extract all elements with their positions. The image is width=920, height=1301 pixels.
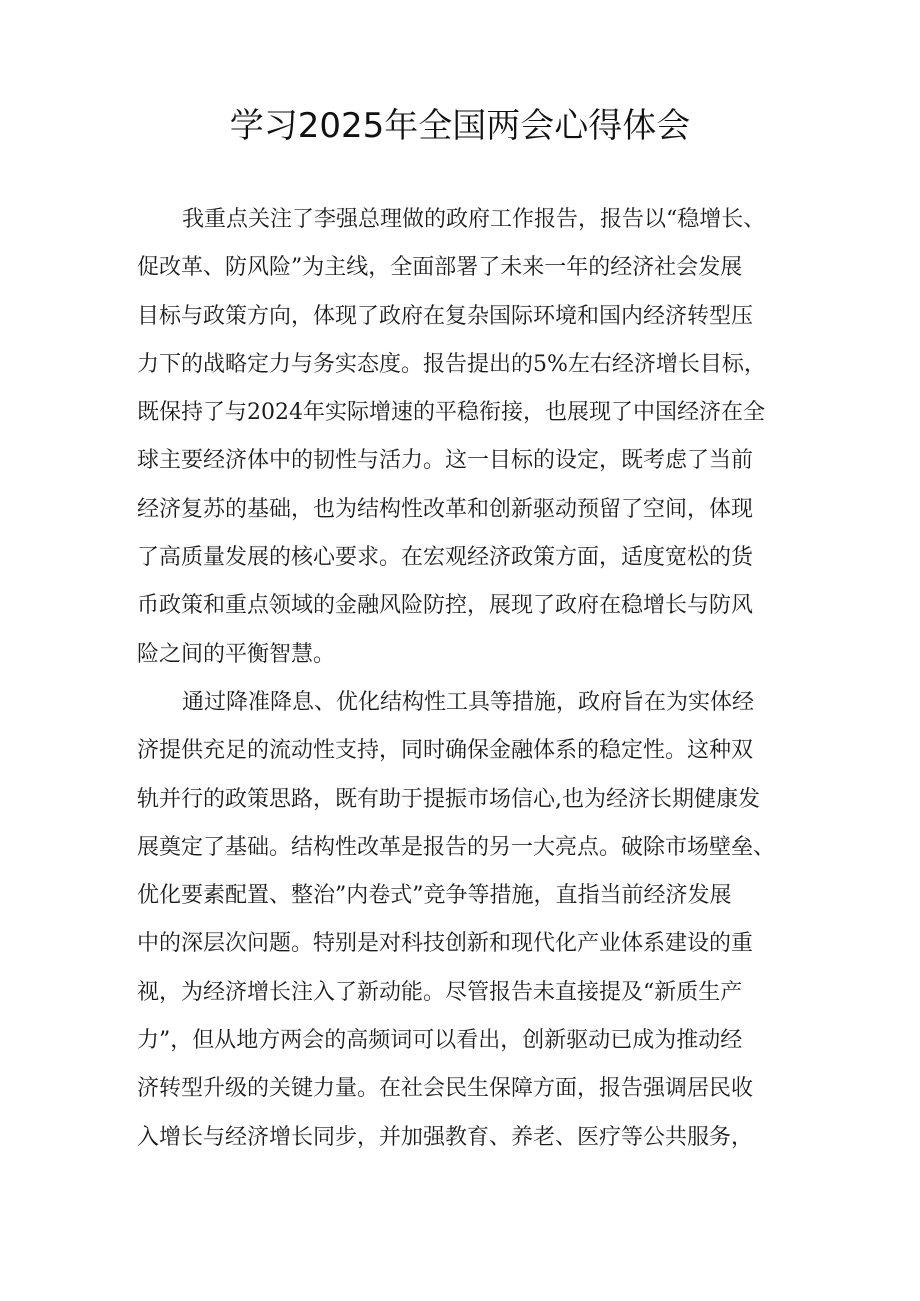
paragraph-1-line-2: 促改革、防风险”为主线，全面部署了未来一年的经济社会发展	[137, 255, 743, 281]
paragraph-2-line-4: 展奠定了基础。结构性改革是报告的另一大亮点。破除市场壁垒、	[137, 834, 776, 860]
paragraph-2-line-5: 优化要素配置、整治”内卷式”竞争等措施，直指当前经济发展	[137, 883, 732, 909]
paragraph-2-line-8: 力”，但从地方两会的高频词可以看出，创新驱动已成为推动经	[137, 1028, 743, 1054]
paragraph-2-line-10: 入增长与经济增长同步，并加强教育、养老、医疗等公共服务，	[137, 1124, 754, 1150]
paragraph-2-line-1: 通过降准降息、优化结构性工具等措施，政府旨在为实体经	[182, 689, 755, 715]
paragraph-1-line-1: 我重点关注了李强总理做的政府工作报告，报告以“稳增长、	[182, 207, 766, 232]
paragraph-2-line-3: 轨并行的政策思路，既有助于提振市场信心,也为经济长期健康发	[137, 786, 760, 812]
paragraph-2-line-6: 中的深层次问题。特别是对科技创新和现代化产业体系建设的重	[137, 931, 754, 957]
paragraph-2-line-7: 视，为经济增长注入了新动能。尽管报告未直接提及“新质生产	[137, 979, 743, 1005]
paragraph-2-line-9: 济转型升级的关键力量。在社会民生保障方面，报告强调居民收	[137, 1076, 754, 1102]
paragraph-1-line-7: 经济复苏的基础，也为结构性改革和创新驱动预留了空间，体现	[137, 496, 754, 522]
paragraph-1-line-5: 既保持了与2024年实际增速的平稳衔接，也展现了中国经济在全	[137, 400, 765, 426]
paragraph-1-line-8: 了高质量发展的核心要求。在宏观经济政策方面，适度宽松的货	[137, 545, 754, 571]
document-body	[137, 196, 802, 1162]
paragraph-1-line-3: 目标与政策方向，体现了政府在复杂国际环境和国内经济转型压	[137, 303, 754, 329]
paragraph-1-line-10: 险之间的平衡智慧。	[137, 641, 336, 667]
paragraph-1-line-6: 球主要经济体中的韧性与活力。这一目标的设定，既考虑了当前	[137, 448, 754, 474]
document-title: 学习2025年全国两会心得体会	[229, 106, 691, 146]
paragraph-1-line-4: 力下的战略定力与务实态度。报告提出的5%左右经济增长目标，	[137, 351, 766, 377]
paragraph-1-line-9: 币政策和重点领域的金融风险防控，展现了政府在稳增长与防风	[137, 593, 754, 619]
paragraph-2-line-2: 济提供充足的流动性支持，同时确保金融体系的稳定性。这种双	[137, 738, 754, 764]
